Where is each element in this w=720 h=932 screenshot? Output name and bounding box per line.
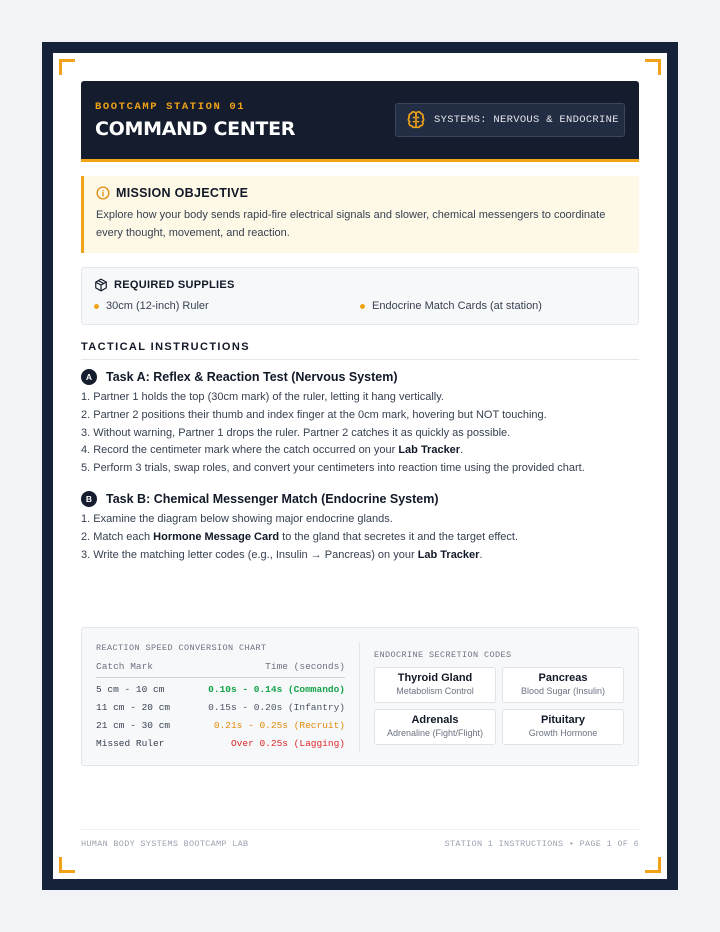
gland-function: Blood Sugar (Insulin) (520, 686, 606, 696)
corner-mark-top-right (645, 59, 661, 75)
step-item: 3. Without warning, Partner 1 drops the ruler. Partner 2 catches it as quickly as possible. (81, 426, 511, 439)
col-header-mark: Catch Mark (96, 661, 154, 672)
step-item: 1. Examine the diagram below showing major endocrine glands. (81, 513, 393, 525)
brain-icon (406, 110, 426, 130)
task-letter-badge: A (81, 369, 97, 385)
info-icon (96, 186, 110, 200)
panel-divider (359, 642, 360, 752)
step-text: . (460, 444, 464, 457)
footer-right: STATION 1 INSTRUCTIONS • PAGE 1 OF 6 (444, 839, 639, 849)
page-title: COMMAND CENTER (95, 118, 296, 140)
step-text: . (479, 548, 483, 561)
time-cell: 0.21s - 0.25s (Recruit) (213, 720, 345, 731)
task-a (81, 369, 639, 478)
step-text: 3. Write the matching letter codes (e.g., Insulin → Pancreas) on your (81, 548, 418, 561)
required-supplies (81, 267, 639, 325)
page-frame (42, 42, 678, 890)
corner-mark-bottom-left (59, 857, 75, 873)
reaction-chart-header (96, 661, 345, 678)
catch-mark-cell: 21 cm - 30 cm (96, 720, 171, 731)
systems-badge-label: SYSTEMS: NERVOUS & ENDOCRINE (434, 114, 619, 126)
reference-panel (81, 627, 639, 766)
station-kicker: BOOTCAMP STATION 01 (95, 101, 246, 113)
task-a-heading (81, 369, 639, 385)
reaction-speed-chart (96, 643, 345, 753)
mission-objective (81, 176, 639, 253)
table-row (96, 717, 345, 735)
step-text: 2. Match each (81, 530, 154, 543)
step-item (81, 529, 639, 547)
worksheet-page (53, 53, 667, 879)
bullet-dot (94, 304, 99, 309)
corner-mark-bottom-right (645, 857, 661, 873)
gland-function: Metabolism Control (396, 686, 474, 696)
step-item: 1. Partner 1 holds the top (30cm mark) of the ruler, letting it hang vertically. (81, 391, 444, 403)
objective-text: Explore how your body sends rapid-fire electrical signals and slower, chemical messengers to coordinate every thought, movement, and reaction. (96, 209, 606, 239)
page-footer (81, 829, 639, 849)
task-b-title: Task B: Chemical Messenger Match (Endocrine System) (106, 492, 439, 506)
footer-left: HUMAN BODY SYSTEMS BOOTCAMP LAB (81, 839, 249, 849)
gland-card (374, 709, 496, 745)
task-b-heading (81, 491, 639, 507)
time-cell: 0.10s - 0.14s (Commando) (208, 684, 345, 695)
task-a-title: Task A: Reflex & Reaction Test (Nervous System) (106, 370, 398, 384)
supply-item-label: Endocrine Match Cards (at station) (372, 300, 542, 312)
step-item (81, 442, 639, 460)
catch-mark-cell: Missed Ruler (96, 738, 165, 749)
supplies-heading-row (94, 278, 626, 292)
table-row (96, 735, 345, 753)
time-cell: Over 0.25s (Lagging) (230, 738, 345, 749)
box-icon (94, 278, 108, 292)
catch-mark-cell: 5 cm - 10 cm (96, 684, 165, 695)
corner-mark-top-left (59, 59, 75, 75)
gland-card (502, 709, 624, 745)
task-a-steps (81, 389, 639, 478)
time-cell: 0.15s - 0.20s (Infantry) (208, 702, 345, 713)
gland-function: Growth Hormone (528, 728, 598, 738)
col-header-time: Time (seconds) (265, 661, 345, 672)
step-item: 2. Partner 2 positions their thumb and index finger at the 0cm mark, hovering but NOT touching. (81, 408, 547, 421)
gland-name: Adrenals (411, 714, 459, 726)
gland-name: Pancreas (538, 672, 588, 684)
step-text: 4. Record the centimeter mark where the catch occurred on your (81, 444, 399, 457)
step-text: to the gland that secretes it and the target effect. (279, 530, 518, 543)
task-b (81, 491, 639, 564)
supply-item (360, 300, 626, 312)
endocrine-codes-title: ENDOCRINE SECRETION CODES (374, 650, 512, 660)
step-emphasis: Lab Tracker (398, 444, 461, 457)
step-item (81, 547, 639, 565)
supply-item-label: 30cm (12-inch) Ruler (106, 300, 209, 312)
reaction-chart-title: REACTION SPEED CONVERSION CHART (96, 643, 267, 653)
gland-card (374, 667, 496, 703)
objective-heading-row (96, 186, 627, 200)
gland-name: Pituitary (540, 714, 585, 726)
step-emphasis: Hormone Message Card (153, 530, 280, 543)
task-b-steps (81, 511, 639, 564)
gland-name: Thyroid Gland (397, 672, 473, 684)
catch-mark-cell: 11 cm - 20 cm (96, 702, 171, 713)
endocrine-codes (374, 650, 626, 745)
station-header (81, 81, 639, 162)
table-row (96, 699, 345, 717)
step-emphasis: Lab Tracker (417, 548, 480, 561)
supply-item (94, 300, 360, 312)
gland-card (502, 667, 624, 703)
systems-badge (395, 103, 625, 137)
table-row (96, 681, 345, 699)
objective-heading: MISSION OBJECTIVE (116, 186, 249, 200)
step-item: 5. Perform 3 trials, swap roles, and convert your centimeters into reaction time using the provided chart. (81, 462, 585, 475)
task-letter-badge: B (81, 491, 97, 507)
gland-function: Adrenaline (Fight/Flight) (386, 728, 484, 738)
supplies-heading: REQUIRED SUPPLIES (114, 279, 235, 291)
bullet-dot (360, 304, 365, 309)
instructions-heading: TACTICAL INSTRUCTIONS (81, 341, 639, 360)
